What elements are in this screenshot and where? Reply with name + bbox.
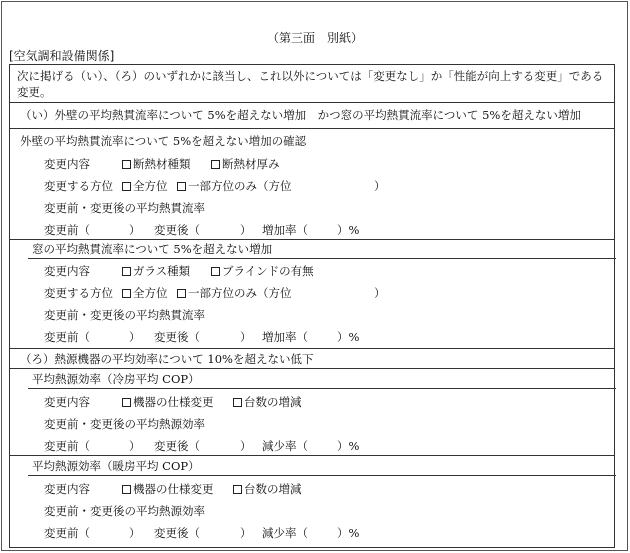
wall-title: 外壁の平均熱貫流率について 5%を超えない増加の確認 [20,134,307,148]
cooling-change-content-label: 変更内容 [44,395,90,409]
window-before-after-label: 変更前・変更後の平均熱貫流率 [44,308,205,322]
divider [10,128,614,129]
heating-change-content-label: 変更内容 [44,482,90,496]
wall-choice-insulation-thickness[interactable]: 断熱材厚み [211,156,280,172]
heating-choice-unit-count[interactable]: 台数の増減 [233,481,302,497]
checkbox[interactable] [211,160,220,169]
wall-direction-label: 変更する方位 [44,179,113,193]
window-choice-glass-type[interactable]: ガラス種類 [122,263,190,279]
wall-before-paren: ） [129,223,141,237]
heating-before-paren: ） [129,526,141,540]
divider [10,348,614,349]
cooling-title: 平均熱源効率（冷房平均 COP） [32,372,200,386]
heating-before-after-label: 変更前・変更後の平均熱源効率 [44,504,205,518]
heating-title: 平均熱源効率（暖房平均 COP） [32,459,200,473]
checkbox[interactable] [233,485,242,494]
wall-choice-insulation-type[interactable]: 断熱材種類 [122,156,191,172]
divider [10,368,614,369]
heating-after-paren: ） [240,526,252,540]
checkbox[interactable] [122,289,131,298]
cooling-before-after-label: 変更前・変更後の平均熱源効率 [44,417,205,431]
checkbox[interactable] [122,160,131,169]
checkbox[interactable] [177,289,186,298]
window-after-paren: ） [240,330,252,344]
checkbox[interactable] [122,267,131,276]
window-choice-blind[interactable]: ブラインドの有無 [211,263,314,279]
window-title: 窓の平均熱貫流率について 5%を超えない増加 [32,242,273,256]
divider [28,388,616,389]
window-direction-label: 変更する方位 [44,286,113,300]
heating-rate-percent: ）% [337,526,360,540]
cooling-after-paren: ） [240,439,252,453]
cooling-choice-unit-count[interactable]: 台数の増減 [233,394,302,410]
checkbox[interactable] [177,182,186,191]
cooling-after-label: 変更後（ [154,439,200,453]
wall-after-label: 変更後（ [154,223,200,237]
heating-before-label: 変更前（ [44,526,90,540]
cooling-rate-percent: ）% [337,439,360,453]
heating-after-label: 変更後（ [154,526,200,540]
cooling-before-label: 変更前（ [44,439,90,453]
heating-choice-spec-change[interactable]: 機器の仕様変更 [122,481,214,497]
heating-rate-label: 減少率（ [262,526,308,540]
checkbox[interactable] [211,267,220,276]
option-i-heading: （い）外壁の平均熱貫流率について 5%を超えない増加 かつ窓の平均熱貫流率について 5%を超えない増加 [20,108,581,122]
wall-direction-close-paren: ） [374,179,386,193]
section-label: [空気調和設備関係] [9,49,115,63]
form-sheet [9,64,615,548]
wall-rate-label: 増加率（ [262,223,308,237]
cooling-before-paren: ） [129,439,141,453]
divider [10,455,614,456]
window-after-label: 変更後（ [154,330,200,344]
wall-before-label: 変更前（ [44,223,90,237]
window-change-content-label: 変更内容 [44,264,90,278]
window-before-paren: ） [129,330,141,344]
window-rate-label: 増加率（ [262,330,308,344]
window-before-label: 変更前（ [44,330,90,344]
cooling-choice-spec-change[interactable]: 機器の仕様変更 [122,394,214,410]
option-ro-heading: （ろ）熱源機器の平均効率について 10%を超えない低下 [20,352,314,366]
checkbox[interactable] [122,398,131,407]
wall-after-paren: ） [240,223,252,237]
wall-before-after-label: 変更前・変更後の平均熱貫流率 [44,201,205,215]
window-direction-close-paren: ） [374,286,386,300]
divider [28,258,616,259]
instruction-text: 次に掲げる（い）、（ろ）のいずれかに該当し、これ以外については「変更なし」か「性能が向上する変更」である変更。 [17,69,604,99]
wall-all-directions[interactable]: 全方位 [122,178,168,194]
checkbox[interactable] [122,182,131,191]
wall-rate-percent: ）% [337,223,360,237]
divider [28,475,616,476]
checkbox[interactable] [122,485,131,494]
wall-change-content-label: 変更内容 [44,157,90,171]
wall-partial-direction[interactable]: 一部方位のみ（方位 [177,178,292,194]
window-rate-percent: ）% [337,330,360,344]
divider [10,239,614,240]
cooling-rate-label: 減少率（ [262,439,308,453]
checkbox[interactable] [233,398,242,407]
window-partial-direction[interactable]: 一部方位のみ（方位 [177,285,292,301]
page-title: （第三面 別紙） [266,31,363,45]
divider [10,102,614,103]
window-all-directions[interactable]: 全方位 [122,285,168,301]
